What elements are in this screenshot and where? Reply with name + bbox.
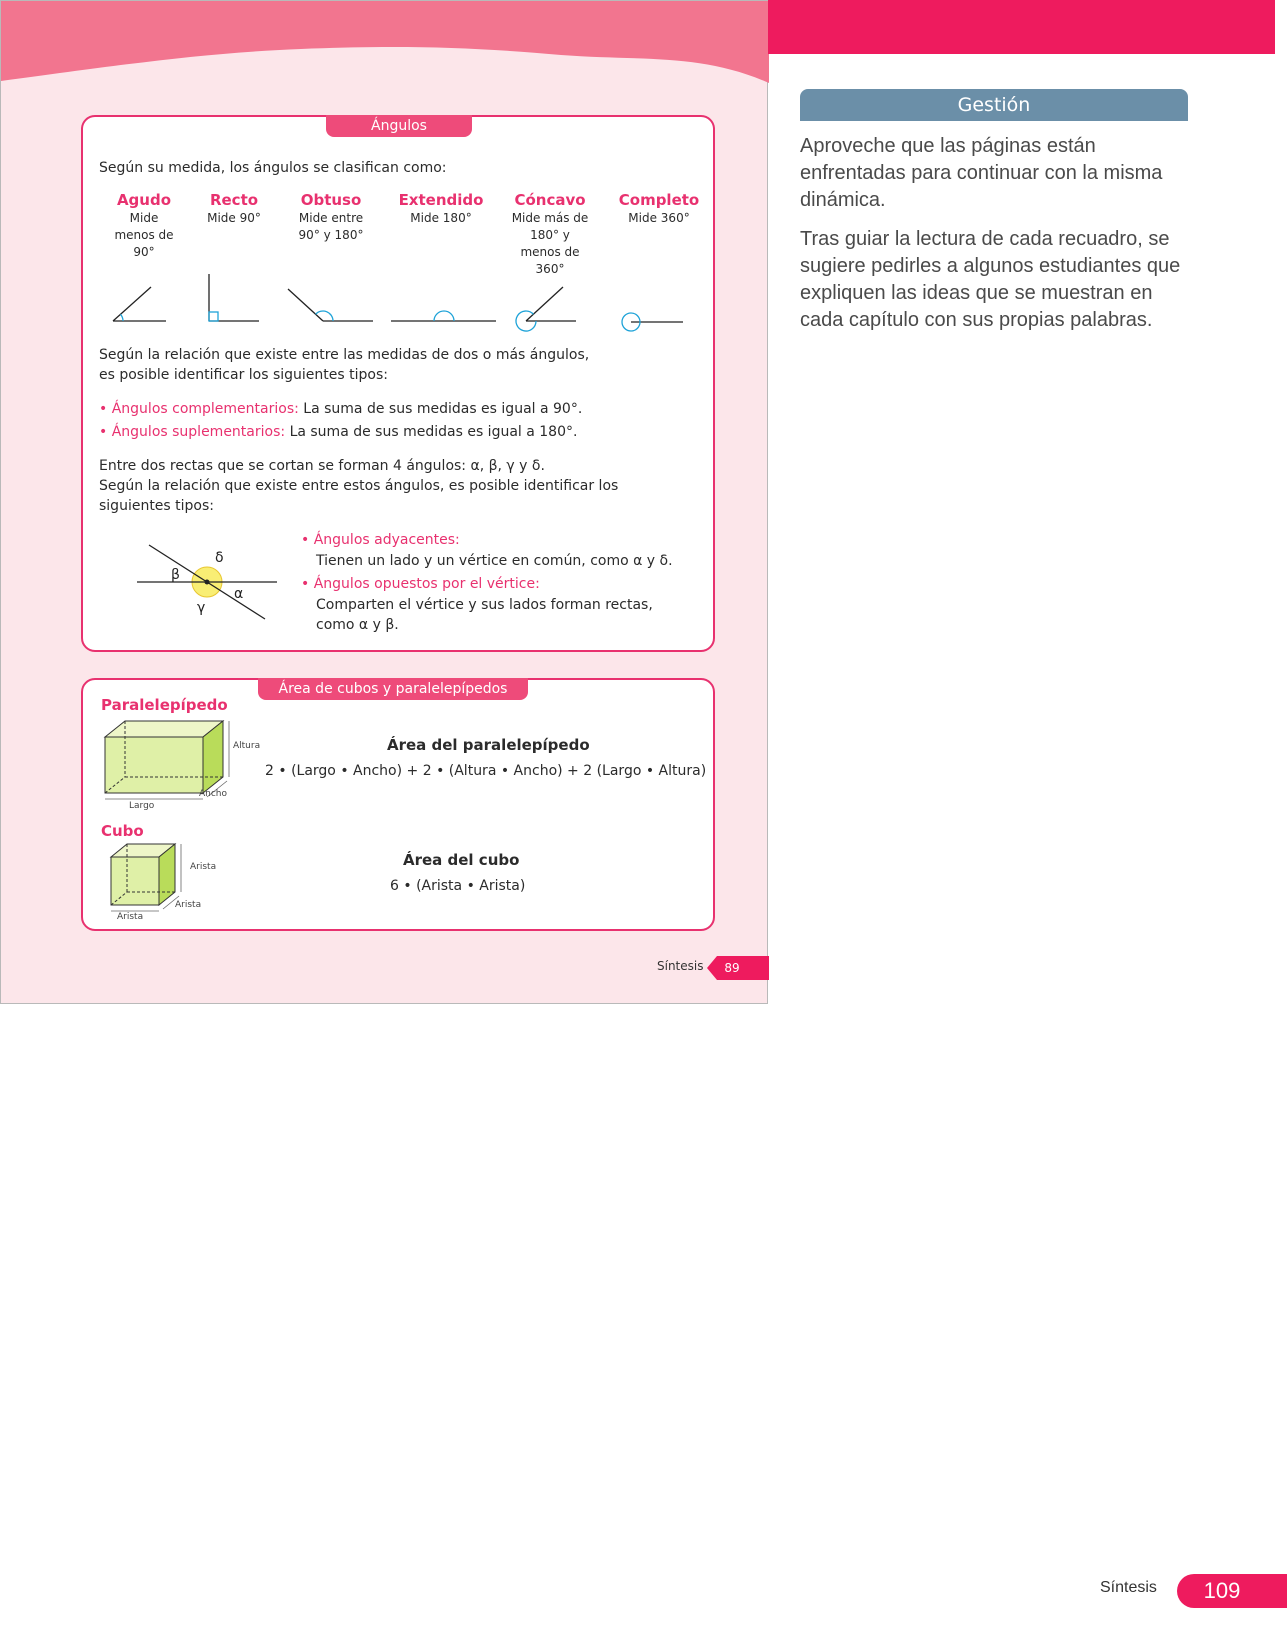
opposite-text-2: como α y β. <box>316 617 399 633</box>
cube-title: Cubo <box>101 822 144 840</box>
svg-text:Altura: Altura <box>233 741 261 751</box>
straight-angle-figure <box>391 311 496 321</box>
left-page-number: 89 <box>724 961 740 975</box>
parallelepiped-title: Paralelepípedo <box>101 696 228 714</box>
intersecting-lines-figure <box>131 536 291 626</box>
parallelepiped-formula: 2 • (Largo • Ancho) + 2 • (Altura • Ancho) + 2 (Largo • Altura) <box>265 763 707 779</box>
alpha-label: α <box>234 586 244 602</box>
svg-text:Arista: Arista <box>190 862 217 872</box>
right-angle-figure <box>209 274 259 321</box>
opposite-text-1: Comparten el vértice y sus lados forman rectas, <box>316 597 653 613</box>
parallelepiped-formula-title: Área del paralelepípedo <box>387 736 590 754</box>
angle-type-recto: Recto Mide 90° <box>207 191 261 225</box>
lines-intro-2: Según la relación que existe entre estos ángulos, es posible identificar los <box>99 478 619 494</box>
opposite-item: • Ángulos opuestos por el vértice: <box>301 576 540 592</box>
lines-intro-1: Entre dos rectas que se cortan se forman 4 ángulos: α, β, γ y δ. <box>99 458 545 474</box>
left-footer-label: Síntesis <box>657 959 704 973</box>
angle-type-extendido: Extendido Mide 180° <box>398 191 484 225</box>
angle-type-obtuso: Obtuso Mide entre 90° y 180° <box>298 191 364 242</box>
delta-label: δ <box>215 550 224 566</box>
cube-formula-title: Área del cubo <box>403 851 520 869</box>
angles-tab: Ángulos <box>326 115 472 137</box>
gestion-title: Gestión <box>800 89 1188 121</box>
svg-text:Largo: Largo <box>129 801 155 811</box>
adjacent-item: • Ángulos adyacentes: <box>301 532 460 548</box>
angle-type-completo: Completo Mide 360° <box>618 191 700 225</box>
student-book-page <box>0 0 768 1004</box>
full-angle-figure <box>622 313 683 331</box>
relation-line-2: es posible identificar los siguientes tipos: <box>99 367 388 383</box>
cube-formula: 6 • (Arista • Arista) <box>390 878 526 894</box>
gestion-paragraph-2: Tras guiar la lectura de cada recuadro, se sugiere pedirles a algunos estudiantes que expliquen las ideas que se muestran en cada capítulo con sus propias palabras. <box>800 228 1181 331</box>
relation-line-1: Según la relación que existe entre las medidas de dos o más ángulos, <box>99 347 590 363</box>
gamma-label: γ <box>197 600 206 616</box>
header-wave <box>1 1 769 91</box>
complementary-item: • Ángulos complementarios: La suma de sus medidas es igual a 90°. <box>99 401 583 417</box>
angle-diagrams <box>101 269 701 339</box>
obtuse-angle-figure <box>288 289 373 321</box>
svg-text:Arista: Arista <box>175 900 202 910</box>
svg-text:Ancho: Ancho <box>199 789 228 799</box>
reflex-angle-figure <box>516 287 576 331</box>
beta-label: β <box>171 567 180 583</box>
adjacent-text: Tienen un lado y un vértice en común, como α y δ. <box>316 553 673 569</box>
area-tab: Área de cubos y paralelepípedos <box>258 678 528 700</box>
right-footer-label: Síntesis <box>1100 1579 1157 1596</box>
right-header-band <box>768 0 1275 54</box>
gestion-paragraph-1: Aproveche que las páginas están enfrentadas para continuar con la misma dinámica. <box>800 135 1163 211</box>
lines-intro-3: siguientes tipos: <box>99 498 215 514</box>
cube-figure <box>105 839 225 921</box>
angle-type-agudo: Agudo Mide menos de 90° <box>114 191 174 259</box>
right-page-number: 109 <box>1177 1574 1287 1608</box>
parallelepiped-figure <box>99 717 261 811</box>
angles-intro: Según su medida, los ángulos se clasifican como: <box>99 160 447 176</box>
acute-angle-figure <box>113 287 166 321</box>
supplementary-item: • Ángulos suplementarios: La suma de sus medidas es igual a 180°. <box>99 424 578 440</box>
angle-type-concavo: Cóncavo Mide más de 180° y menos de 360° <box>511 191 589 276</box>
svg-text:Arista: Arista <box>117 912 144 922</box>
